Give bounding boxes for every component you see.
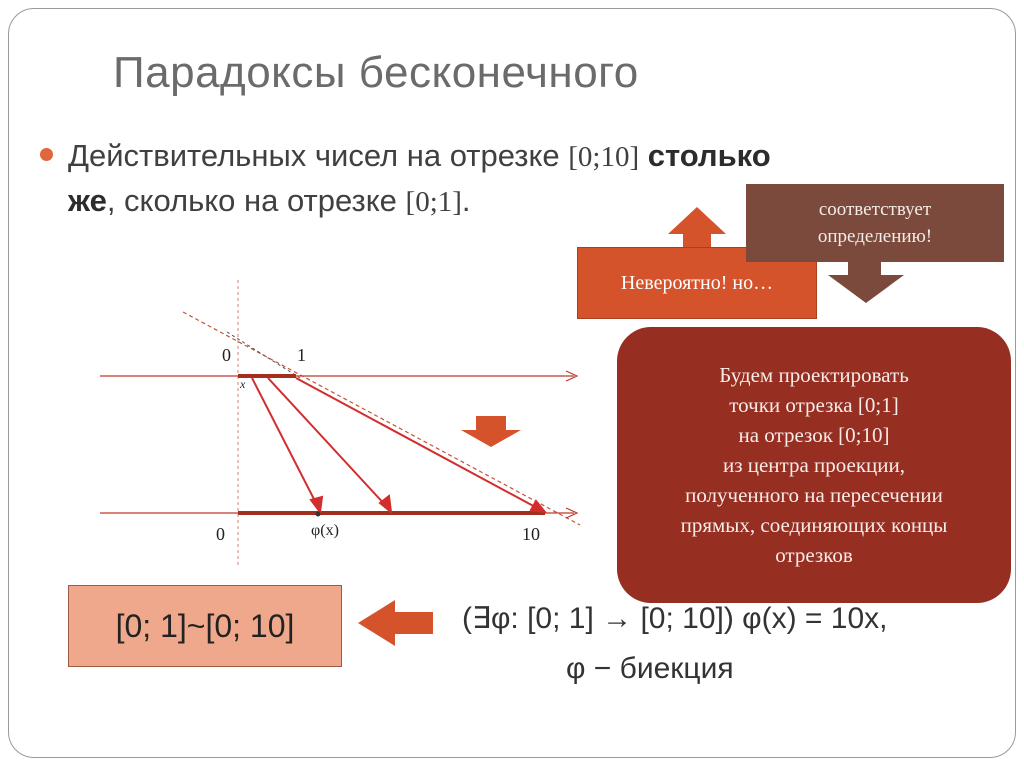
label-bottom-zero: 0 bbox=[216, 524, 225, 544]
bullet-end: . bbox=[461, 183, 471, 218]
label-top-one: 1 bbox=[297, 345, 306, 365]
project-line-6: прямых, соединяющих концы bbox=[680, 513, 948, 537]
bullet-part2: , сколько на отрезке bbox=[106, 183, 406, 218]
left-arrow-icon bbox=[358, 600, 433, 646]
label-phi: φ(x) bbox=[311, 522, 339, 539]
corresponds-line-2: определению! bbox=[817, 226, 933, 247]
bullet-part1: Действительных чисел на отрезке bbox=[68, 138, 569, 173]
projection-ray-2-head bbox=[380, 496, 391, 512]
label-ten: 10 bbox=[522, 524, 540, 544]
corresponds-line-1: соответствует bbox=[818, 199, 932, 220]
projection-ray-3 bbox=[296, 378, 539, 509]
bullet-bold-2: же bbox=[68, 183, 107, 218]
bijection-formula: (∃φ: [0; 1] → [0; 10]) φ(x) = 10x, bbox=[462, 602, 888, 635]
small-down-arrow-icon bbox=[461, 416, 521, 447]
project-line-2: точки отрезка [0;1] bbox=[729, 393, 899, 417]
project-line-7: отрезков bbox=[775, 543, 853, 567]
corresponds-box bbox=[746, 184, 1004, 262]
bullet-bold-1: столько bbox=[647, 138, 771, 173]
projection-line-dashed-1 bbox=[183, 312, 580, 525]
incredible-box: Невероятно! но… bbox=[577, 247, 817, 319]
down-arrow-icon bbox=[828, 262, 904, 303]
interval-0-1: [0;1] bbox=[405, 186, 462, 218]
label-x: x bbox=[240, 377, 246, 391]
project-line-3: на отрезок [0;10] bbox=[738, 423, 890, 447]
bijection-statement: φ − биекция bbox=[566, 652, 734, 685]
projection-ray-3-head bbox=[531, 501, 545, 512]
phi-point bbox=[316, 512, 321, 517]
project-line-4: из центра проекции, bbox=[722, 453, 906, 477]
interval-0-10: [0;10] bbox=[568, 141, 640, 173]
project-line-5: полученного на пересечении bbox=[685, 483, 943, 507]
projection-ray-1-head bbox=[311, 497, 322, 512]
project-line-1: Будем проектировать bbox=[719, 363, 909, 387]
slide-title: Парадоксы бесконечного bbox=[113, 48, 639, 97]
equivalence-box: [0; 1]~[0; 10] bbox=[68, 585, 342, 667]
up-arrow-icon bbox=[668, 207, 726, 247]
label-top-zero: 0 bbox=[222, 345, 231, 365]
projection-explanation-box bbox=[617, 327, 1011, 603]
